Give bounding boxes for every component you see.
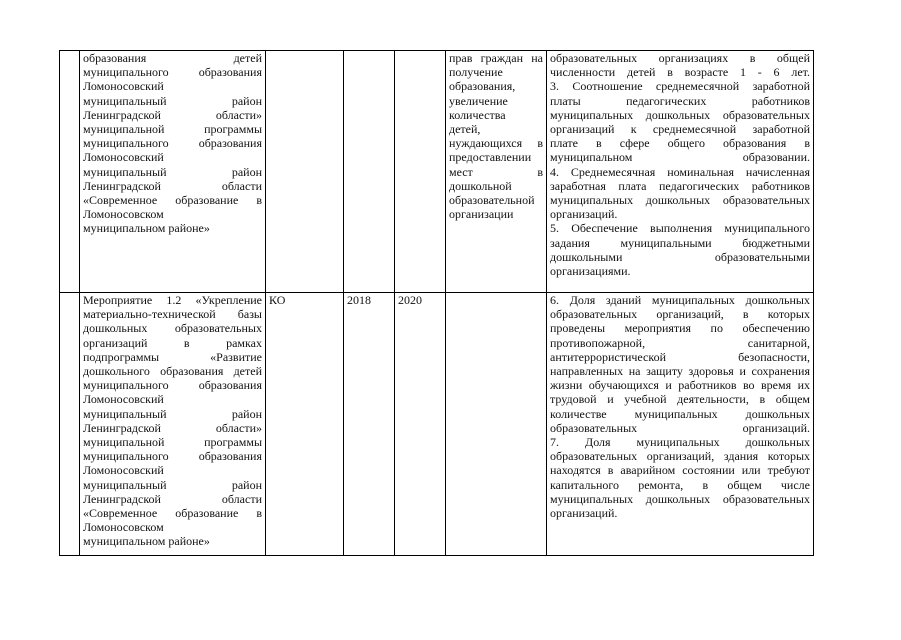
activity-name-line: Ломоносовском <box>83 207 164 222</box>
responsible-cell-text: КО <box>269 293 286 307</box>
program-activities-table <box>59 50 814 556</box>
activity-name-line: Ленинградской области» <box>83 107 262 122</box>
indicator-line: 7. Доля муниципальных дошкольных <box>550 435 810 450</box>
activity-name-line: муниципальном районе» <box>83 221 210 236</box>
indicator-line: направленных на защиту здоровья и сохранения <box>550 364 810 379</box>
expected-result-line: предоставлении <box>449 150 532 165</box>
expected-result-line: дошкольной <box>449 178 512 193</box>
activity-name-line: Ломоносовский <box>83 392 164 407</box>
activity-name-line: муниципального образования <box>83 65 262 80</box>
indicator-line: количестве муниципальных дошкольных <box>550 406 810 421</box>
activity-name-cell <box>80 293 266 556</box>
indicator-line: муниципальных дошкольных образовательных <box>550 491 810 506</box>
indicator-line: образовательных организаций, в которых <box>550 307 810 322</box>
expected-result-line: организации <box>449 207 514 222</box>
indicator-line: трудовой и учебной деятельности, в общем <box>550 392 810 407</box>
indicator-line: муниципальных дошкольных образовательных <box>550 193 810 208</box>
indicator-line: организаций к среднемесячной заработной <box>550 122 810 137</box>
activity-name-line: Ленинградской области» <box>83 420 262 435</box>
expected-result-line: увеличение <box>449 93 508 108</box>
indicator-line: образовательных организаций, здания которых <box>550 449 810 464</box>
activity-name-line: дошкольных образовательных <box>83 321 262 336</box>
activity-name-line: материально-технической базы <box>83 307 262 322</box>
expected-result-line: количества <box>449 107 506 122</box>
activity-name-line: муниципальном районе» <box>83 534 210 549</box>
indicator-line: организаций. <box>550 207 618 222</box>
indicator-line: задания муниципальными бюджетными <box>550 235 810 250</box>
indicator-line: противопожарной, санитарной, <box>550 335 810 350</box>
indicators-cell <box>547 293 814 556</box>
indicator-line: плате в сфере общего образования в <box>550 136 810 151</box>
row-number-cell <box>60 293 80 556</box>
activity-name-line: муниципальной программы <box>83 122 262 137</box>
activity-name-line: подпрограммы «Развитие <box>83 349 262 364</box>
end-year-cell <box>395 51 446 293</box>
activity-name-line: «Современное образование в <box>83 506 262 521</box>
activity-name-line: муниципальной программы <box>83 435 262 450</box>
responsible-cell <box>266 51 344 293</box>
expected-result-line: получение <box>449 65 503 80</box>
activity-name-line: муниципального образования <box>83 449 262 464</box>
indicator-line: 5. Обеспечение выполнения муниципального <box>550 221 810 236</box>
indicator-line: муниципальном образовании. <box>550 150 810 165</box>
indicator-line: капитального ремонта, в общем числе <box>550 477 810 492</box>
indicator-line: образовательных организациях в общей <box>550 51 810 65</box>
activity-name-line: Ломоносовский <box>83 79 164 94</box>
responsible-cell <box>266 293 344 556</box>
indicator-line: жизни обучающихся и работников во время их <box>550 378 810 393</box>
expected-result-cell <box>446 51 547 293</box>
start-year-cell <box>344 51 395 293</box>
indicator-line: 6. Доля зданий муниципальных дошкольных <box>550 293 810 307</box>
table-body <box>60 51 814 556</box>
activity-name-line: Ломоносовском <box>83 520 164 535</box>
indicator-line: проведены мероприятия по обеспечению <box>550 321 810 336</box>
activity-name-line: муниципальный район <box>83 477 262 492</box>
expected-result-line: мест в <box>449 164 543 179</box>
start-year-cell-text: 2018 <box>347 293 371 307</box>
indicator-line: заработная плата педагогических работников <box>550 178 810 193</box>
indicator-line: 3. Соотношение среднемесячной заработной <box>550 79 810 94</box>
indicator-line: дошкольными образовательными <box>550 249 810 264</box>
activity-name-line: муниципальный район <box>83 93 262 108</box>
start-year-cell <box>344 293 395 556</box>
expected-result-cell <box>446 293 547 556</box>
indicator-line: организаций. <box>550 506 618 521</box>
end-year-cell-text: 2020 <box>398 293 422 307</box>
indicator-line: находятся в аварийном состоянии или требуют <box>550 463 810 478</box>
indicator-line: 4. Среднемесячная номинальная начисленная <box>550 164 810 179</box>
expected-result-line: нуждающихся в <box>449 136 543 151</box>
indicators-cell <box>547 51 814 293</box>
expected-result-line: детей, <box>449 122 481 137</box>
indicator-line: муниципальных дошкольных образовательных <box>550 107 810 122</box>
expected-result-line: образования, <box>449 79 516 94</box>
activity-name-line: муниципальный район <box>83 164 262 179</box>
indicator-line: антитеррористической безопасности, <box>550 349 810 364</box>
activity-name-line: муниципального образования <box>83 136 262 151</box>
end-year-cell <box>395 293 446 556</box>
table-row <box>60 293 814 556</box>
activity-name-line: муниципальный район <box>83 406 262 421</box>
expected-result-line: образовательной <box>449 193 535 208</box>
activity-name-line: дошкольного образования детей <box>83 364 262 379</box>
indicator-line: платы педагогических работников <box>550 93 810 108</box>
activity-name-line: Ленинградской области <box>83 178 262 193</box>
indicator-line: численности детей в возрасте 1 - 6 лет. <box>550 65 810 80</box>
activity-name-line: образования детей <box>83 51 262 65</box>
indicator-line: образовательных организаций. <box>550 420 810 435</box>
activity-name-cell <box>80 51 266 293</box>
table-row <box>60 51 814 293</box>
row-number-cell <box>60 51 80 293</box>
activity-name-line: организаций в рамках <box>83 335 262 350</box>
activity-name-line: Мероприятие 1.2 «Укрепление <box>83 293 262 307</box>
expected-result-line: прав граждан на <box>449 51 543 65</box>
activity-name-line: Ломоносовский <box>83 150 164 165</box>
indicator-line: организациями. <box>550 264 631 279</box>
activity-name-line: «Современное образование в <box>83 193 262 208</box>
activity-name-line: муниципального образования <box>83 378 262 393</box>
activity-name-line: Ломоносовский <box>83 463 164 478</box>
activity-name-line: Ленинградской области <box>83 491 262 506</box>
